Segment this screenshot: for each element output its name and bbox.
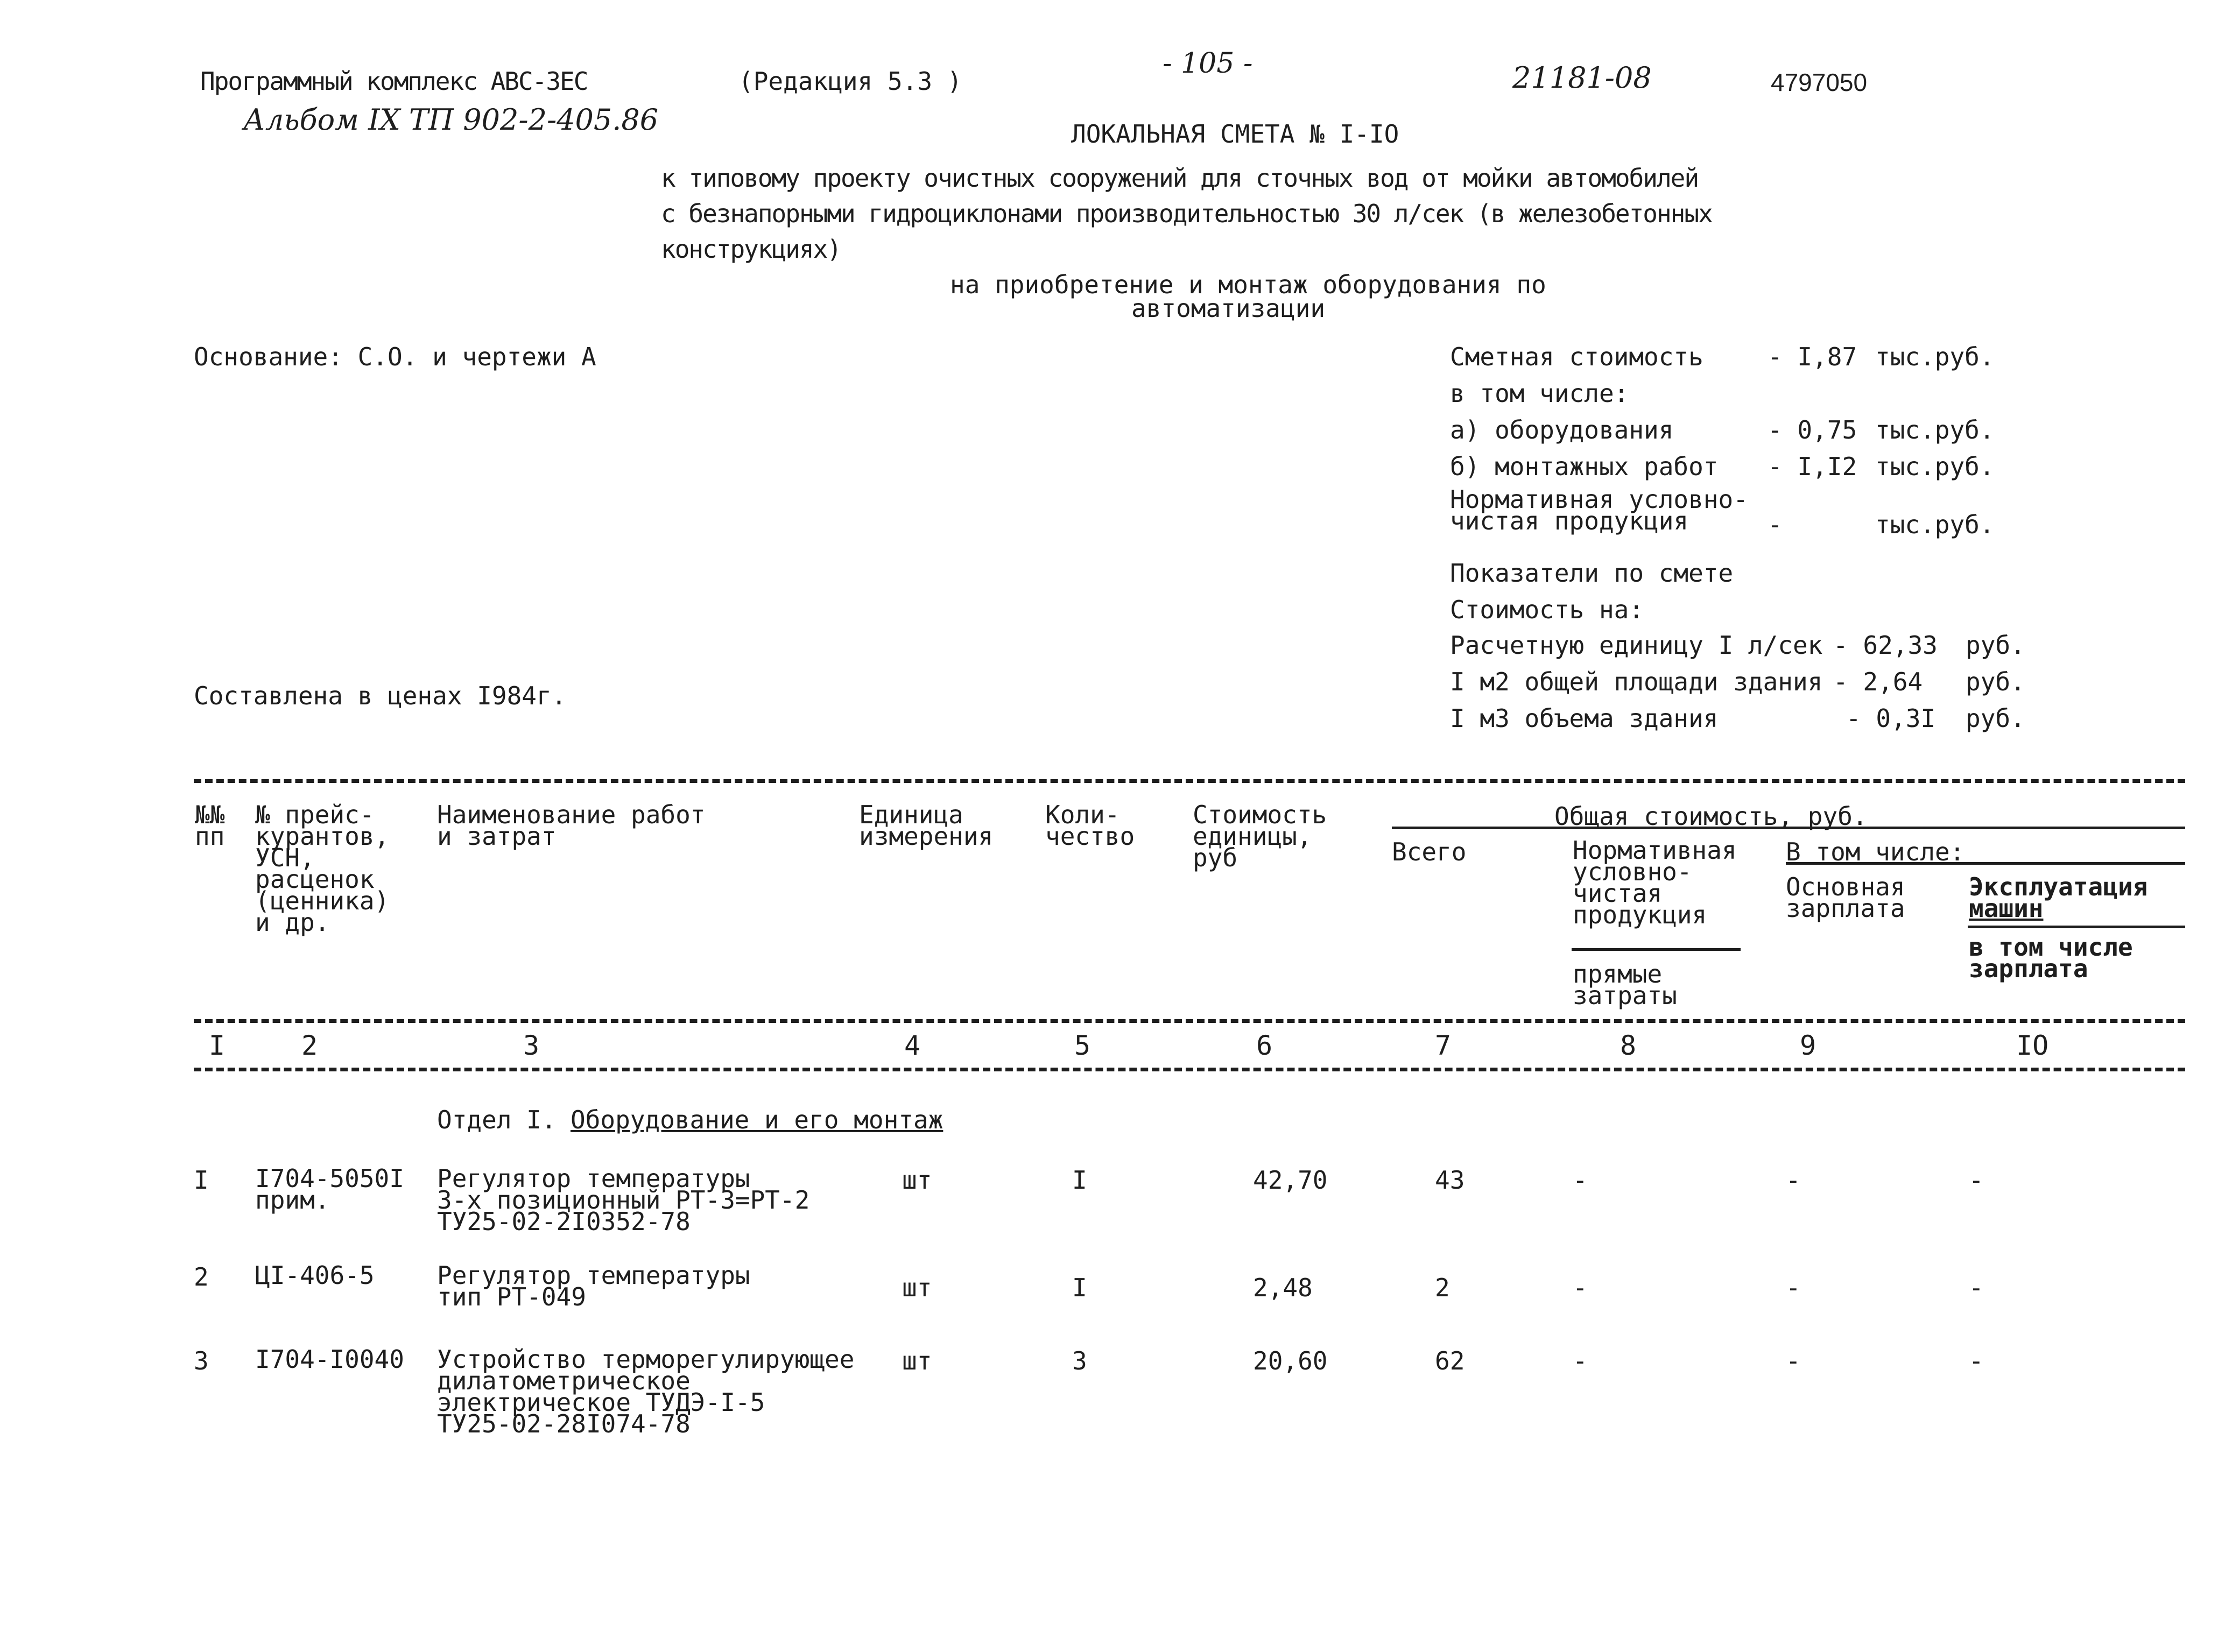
row-name-line: Регулятор температуры	[437, 1164, 750, 1193]
purpose-line-2: автоматизации	[1131, 294, 1326, 323]
estimate-title: ЛОКАЛЬНАЯ СМЕТА № I-IO	[1071, 119, 1399, 149]
normative-label-line: чистая продукция	[1450, 506, 1689, 535]
prices-note: Составлена в ценах I984г.	[194, 681, 567, 710]
header-text: машин	[1969, 894, 2044, 923]
row-salary: -	[1786, 1273, 1801, 1302]
column-number: 6	[1256, 1030, 1273, 1061]
header-text: Стоимость	[1193, 800, 1327, 829]
normative-label-line: Нормативная условно-	[1450, 485, 1748, 514]
header-col-4	[859, 800, 994, 851]
row-number: 3	[194, 1346, 209, 1375]
row-name-line: Регулятор температуры	[437, 1261, 750, 1290]
row-normative: -	[1573, 1273, 1588, 1302]
equipment-unit: тыс.руб.	[1875, 415, 1995, 444]
column-number: 8	[1620, 1030, 1637, 1061]
machines-divider	[1968, 926, 2185, 928]
row-name-line: электрическое ТУДЭ-I-5	[437, 1388, 765, 1417]
per-area-label: I м2 общей площади здания	[1450, 667, 1823, 696]
header-col-5	[1045, 800, 1135, 851]
per-area-unit: руб.	[1966, 667, 2025, 696]
row-unit: шт	[902, 1273, 932, 1302]
header-bottom-rule	[194, 1019, 2185, 1023]
normative-unit: тыс.руб.	[1875, 510, 1995, 539]
project-code: ТП 902-2-405.86	[409, 103, 659, 137]
subject-line: с безнапорными гидроциклонами производительностью 30 л/сек (в железобетонных	[661, 199, 1712, 228]
table-top-rule	[194, 779, 2185, 783]
row-name	[437, 1261, 750, 1311]
doc-code: 21181-08	[1512, 61, 1652, 95]
header-col-6	[1193, 800, 1327, 872]
header-col-1	[195, 800, 225, 851]
column-number: 2	[301, 1030, 318, 1061]
header-text: прямые	[1573, 959, 1663, 989]
header-col-10	[1969, 872, 2148, 923]
normative-divider	[1572, 948, 1741, 951]
header-text: Единица	[859, 800, 963, 829]
row-unit-price: 20,60	[1253, 1346, 1328, 1375]
header-text: Эксплуатация	[1969, 872, 2148, 901]
row-code	[255, 1261, 375, 1290]
total-cost-value: - I,87	[1768, 342, 1857, 371]
inventory-number: 4797050	[1771, 68, 1868, 96]
header-text: единицы,	[1193, 822, 1312, 851]
estimate-subject	[661, 160, 1712, 267]
per-unit-value: - 62,33	[1833, 631, 1938, 660]
row-name-line: ТУ25-02-28I074-78	[437, 1409, 691, 1438]
header-col-9	[1786, 872, 1905, 923]
header-text: Основная	[1786, 872, 1905, 901]
column-number: 4	[904, 1030, 921, 1061]
header-text: измерения	[859, 822, 994, 851]
installation-label: б) монтажных работ	[1450, 452, 1719, 481]
header-text: в том числе	[1969, 933, 2133, 962]
header-text: руб	[1193, 843, 1238, 872]
header-col-8	[1573, 836, 1737, 929]
including-label: в том числе:	[1450, 379, 1629, 408]
row-machines: -	[1969, 1273, 1984, 1302]
header-text: условно-	[1573, 857, 1692, 886]
normative-label	[1450, 485, 1748, 535]
header-text: № прейс-	[255, 800, 375, 829]
software-label: Программный комплекс АВС-3ЕС	[200, 67, 588, 96]
indicators-title: Показатели по смете	[1450, 559, 1734, 588]
header-text: Коли-	[1045, 800, 1120, 829]
header-text: чество	[1045, 822, 1135, 851]
header-text: и др.	[255, 908, 330, 937]
row-name-line: 3-х позиционный РТ-3=РТ-2	[437, 1185, 810, 1215]
total-cost-unit: тыс.руб.	[1875, 342, 1995, 371]
purpose-line-1: на приобретение и монтаж оборудования по	[950, 270, 1546, 299]
header-text: расценок	[255, 865, 375, 894]
header-text: чистая	[1573, 879, 1663, 908]
column-number: IO	[2016, 1030, 2049, 1061]
subject-line: к типовому проекту очистных сооружений для сточных вод от мойки автомобилей	[661, 164, 1699, 193]
row-qty: I	[1072, 1273, 1087, 1302]
row-number: I	[194, 1166, 209, 1195]
column-number: 9	[1800, 1030, 1816, 1061]
header-col-7: Всего	[1392, 837, 1467, 866]
per-volume-label: I м3 объема здания	[1450, 704, 1719, 733]
row-number: 2	[194, 1262, 209, 1291]
row-name-line: ТУ25-02-2I0352-78	[437, 1207, 691, 1236]
column-number: 3	[523, 1030, 540, 1061]
row-unit: шт	[902, 1346, 932, 1375]
header-including: В том числе:	[1786, 837, 1965, 866]
row-machines: -	[1969, 1166, 1984, 1195]
header-text: зарплата	[1969, 954, 2088, 983]
header-text: Нормативная	[1573, 836, 1737, 865]
colnum-bottom-rule	[194, 1068, 2185, 1071]
header-col-10-sub	[1969, 933, 2133, 983]
header-text: (ценника)	[255, 886, 390, 915]
header-text: №№	[195, 800, 225, 829]
installation-value: - I,I2	[1768, 452, 1857, 481]
header-col-3	[437, 800, 706, 851]
edition-label: (Редакция 5.3 )	[738, 67, 962, 96]
section-title: Оборудование и его монтаж	[571, 1105, 943, 1134]
row-name	[437, 1164, 810, 1236]
row-name-line: Устройство терморегулирующее	[437, 1345, 855, 1374]
album-label: Альбом IX	[243, 103, 400, 137]
row-name-line: тип РТ-049	[437, 1282, 586, 1311]
row-salary: -	[1786, 1346, 1801, 1375]
row-unit-price: 42,70	[1253, 1166, 1328, 1195]
per-unit-label: Расчетную единицу I л/сек	[1450, 631, 1823, 660]
basis-note: Основание: С.О. и чертежи А	[194, 342, 596, 371]
normative-value: -	[1768, 510, 1783, 539]
row-normative: -	[1573, 1166, 1588, 1195]
per-unit-unit: руб.	[1966, 631, 2025, 660]
row-total: 2	[1435, 1273, 1450, 1302]
subject-line: конструкциях)	[661, 235, 841, 264]
row-qty: I	[1072, 1166, 1087, 1195]
row-unit-price: 2,48	[1253, 1273, 1313, 1302]
row-total: 62	[1435, 1346, 1465, 1375]
per-volume-value: - 0,3I	[1846, 704, 1936, 733]
row-normative: -	[1573, 1346, 1588, 1375]
equipment-label: а) оборудования	[1450, 415, 1674, 444]
header-text: затраты	[1573, 981, 1677, 1010]
column-number: 7	[1435, 1030, 1452, 1061]
cost-on-label: Стоимость на:	[1450, 595, 1644, 624]
row-code	[255, 1164, 404, 1215]
header-text: Наименование работ	[437, 800, 706, 829]
header-text: продукция	[1573, 900, 1707, 929]
row-code-line: I704-I0040	[255, 1345, 404, 1374]
row-total: 43	[1435, 1166, 1465, 1195]
header-text: и затрат	[437, 822, 557, 851]
row-name	[437, 1345, 855, 1438]
row-unit: шт	[902, 1166, 932, 1195]
header-text: УСН,	[255, 843, 315, 872]
header-text: пп	[195, 822, 225, 851]
row-salary: -	[1786, 1166, 1801, 1195]
section-prefix: Отдел I.	[437, 1105, 557, 1134]
row-code-line: ЦI-406-5	[255, 1261, 375, 1290]
row-machines: -	[1969, 1346, 1984, 1375]
total-cost-label: Сметная стоимость	[1450, 342, 1703, 371]
equipment-value: - 0,75	[1768, 415, 1857, 444]
row-qty: 3	[1072, 1346, 1087, 1375]
installation-unit: тыс.руб.	[1875, 452, 1995, 481]
header-group-total: Общая стоимость, руб.	[1554, 802, 1868, 831]
row-code	[255, 1345, 404, 1374]
per-volume-unit: руб.	[1966, 704, 2025, 733]
page-number: - 105 -	[1163, 47, 1253, 80]
header-col-2	[255, 800, 390, 937]
column-number: 5	[1074, 1030, 1091, 1061]
header-text: курантов,	[255, 822, 390, 851]
row-name-line: дилатометрическое	[437, 1366, 691, 1395]
per-area-value: - 2,64	[1833, 667, 1923, 696]
header-col-8-sub	[1573, 959, 1677, 1010]
header-text: зарплата	[1786, 894, 1905, 923]
row-code-line: прим.	[255, 1185, 330, 1215]
row-code-line: I704-5050I	[255, 1164, 404, 1193]
column-number: I	[209, 1030, 226, 1061]
